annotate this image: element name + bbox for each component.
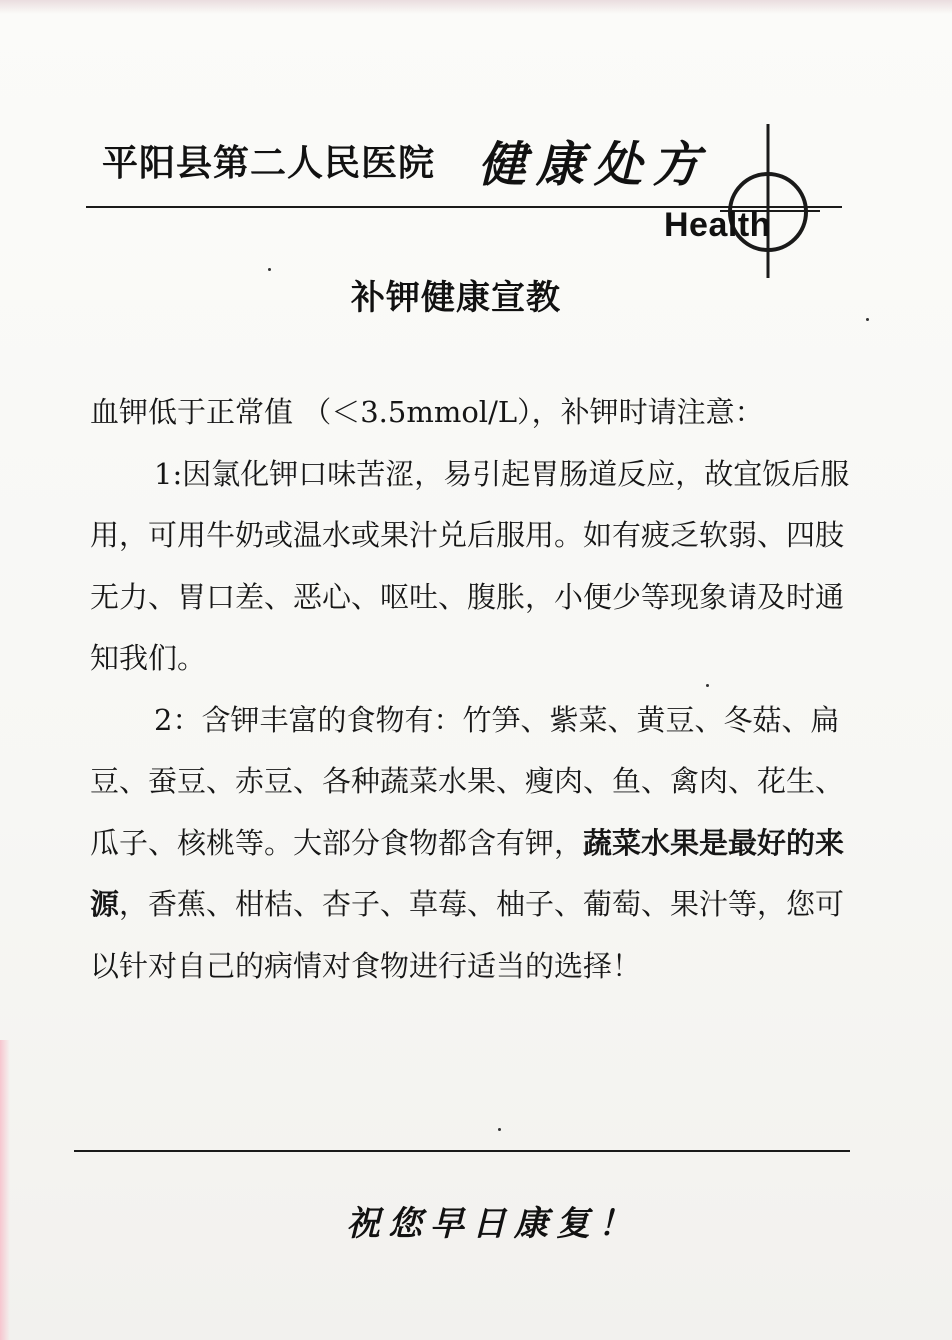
point-2-text-b: ，香蕉、柑桔、杏子、草莓、柚子、葡萄、果汁等，您可以针对自己的病情对食物进行适当的选择！ — [90, 887, 845, 983]
footer-divider — [74, 1150, 850, 1152]
document-title: 补钾健康宣教 — [351, 278, 561, 318]
paper-top-edge — [0, 0, 952, 14]
point-2-text-a: 2：含钾丰富的食物有：竹笋、紫菜、黄豆、冬菇、扁豆、蚕豆、赤豆、各种蔬菜水果、瘦肉、鱼、禽肉、花生、瓜子、核桃等。大部分食物都含有钾， — [90, 702, 845, 860]
paper-speck — [706, 684, 709, 687]
closing-greeting: 祝您早日康复！ — [346, 1204, 640, 1244]
paper-left-edge — [0, 1040, 10, 1340]
paper-speck — [866, 318, 869, 321]
point-1-paragraph: 1:因氯化钾口味苦涩，易引起胃肠道反应，故宜饭后服用，可用牛奶或温水或果汁兑后服用。如有疲乏软弱、四肢无力、胃口差、恶心、呕吐、腹胀，小便少等现象请及时通知我们。 — [90, 456, 850, 675]
paper-speck — [498, 1128, 501, 1131]
document-body — [90, 382, 870, 997]
point-2-paragraph — [90, 690, 870, 998]
prescription-title: 健康处方 — [478, 137, 711, 193]
paper-speck — [268, 268, 271, 271]
intro-paragraph: 血钾低于正常值 （＜3.5mmol/L），补钾时请注意： — [90, 395, 764, 429]
point-2-emphasis: 蔬菜水果是最好的来源 — [90, 825, 845, 921]
hospital-name: 平阳县第二人民医院 — [102, 143, 436, 184]
crosshair-circle-icon — [720, 124, 820, 284]
health-label: Health — [664, 206, 771, 244]
